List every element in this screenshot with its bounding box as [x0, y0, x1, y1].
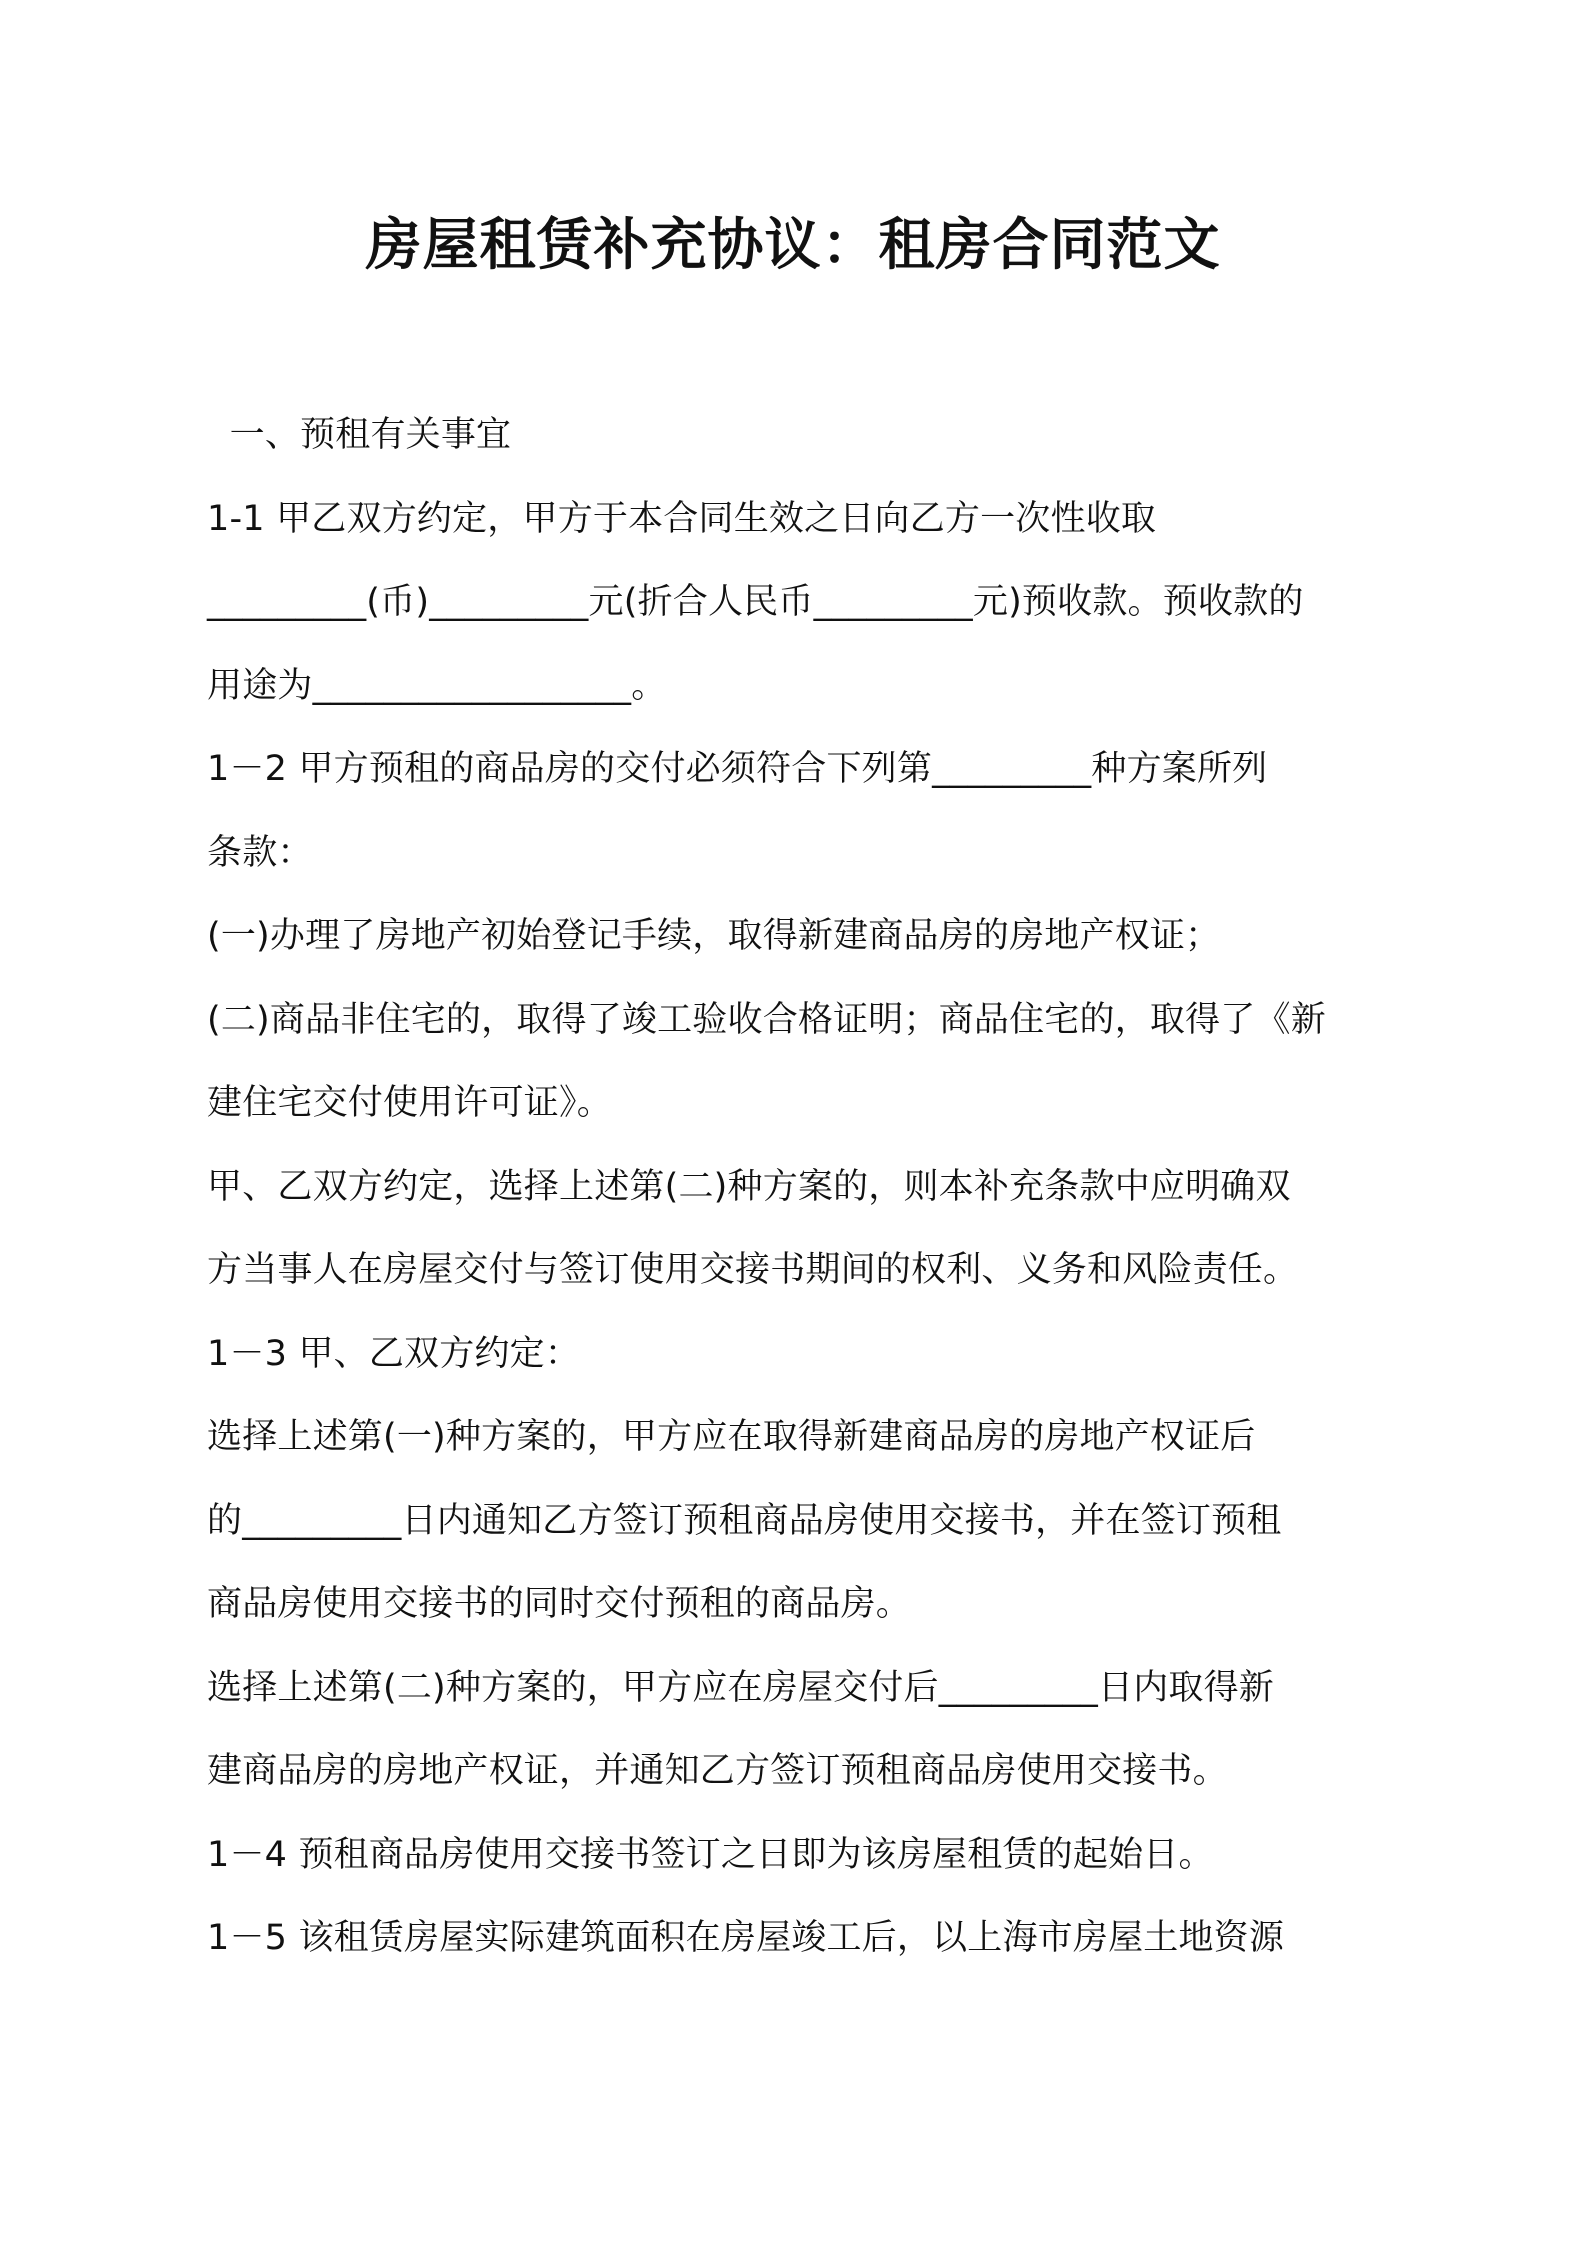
paragraph-line: 用途为__________________。 — [207, 666, 667, 706]
paragraph-line: _________(币)_________元(折合人民币_________元)预收款。预收款的 — [207, 582, 1304, 622]
paragraph-line: 条款： — [207, 833, 313, 873]
paragraph-line: 的_________日内通知乙方签订预租商品房使用交接书，并在签订预租 — [207, 1501, 1282, 1541]
paragraph-line: 商品房使用交接书的同时交付预租的商品房。 — [207, 1584, 912, 1624]
document-title: 房屋租赁补充协议：租房合同范文 — [365, 213, 1221, 278]
paragraph-line: 1－5 该租赁房屋实际建筑面积在房屋竣工后，以上海市房屋土地资源 — [207, 1918, 1285, 1958]
paragraph-line: 1－3 甲、乙双方约定： — [207, 1334, 581, 1374]
paragraph-line: 建住宅交付使用许可证》。 — [207, 1083, 612, 1123]
paragraph-line: 1－2 甲方预租的商品房的交付必须符合下列第_________种方案所列 — [207, 749, 1268, 789]
paragraph-line: 方当事人在房屋交付与签订使用交接书期间的权利、义务和风险责任。 — [207, 1250, 1299, 1290]
paragraph-line: 选择上述第(一)种方案的，甲方应在取得新建商品房的房地产权证后 — [207, 1417, 1256, 1457]
paragraph-line: (一)办理了房地产初始登记手续，取得新建商品房的房地产权证； — [207, 916, 1221, 956]
paragraph-line: 甲、乙双方约定，选择上述第(二)种方案的，则本补充条款中应明确双 — [207, 1167, 1291, 1207]
paragraph-line: 选择上述第(二)种方案的，甲方应在房屋交付后_________日内取得新 — [207, 1668, 1275, 1708]
paragraph-line: 建商品房的房地产权证，并通知乙方签订预租商品房使用交接书。 — [207, 1751, 1228, 1791]
section-heading: 一、预租有关事宜 — [207, 415, 512, 455]
paragraph-line: 1-1 甲乙双方约定，甲方于本合同生效之日向乙方一次性收取 — [207, 499, 1157, 539]
paragraph-line: 1－4 预租商品房使用交接书签订之日即为该房屋租赁的起始日。 — [207, 1835, 1214, 1875]
paragraph-line: (二)商品非住宅的，取得了竣工验收合格证明；商品住宅的，取得了《新 — [207, 1000, 1326, 1040]
